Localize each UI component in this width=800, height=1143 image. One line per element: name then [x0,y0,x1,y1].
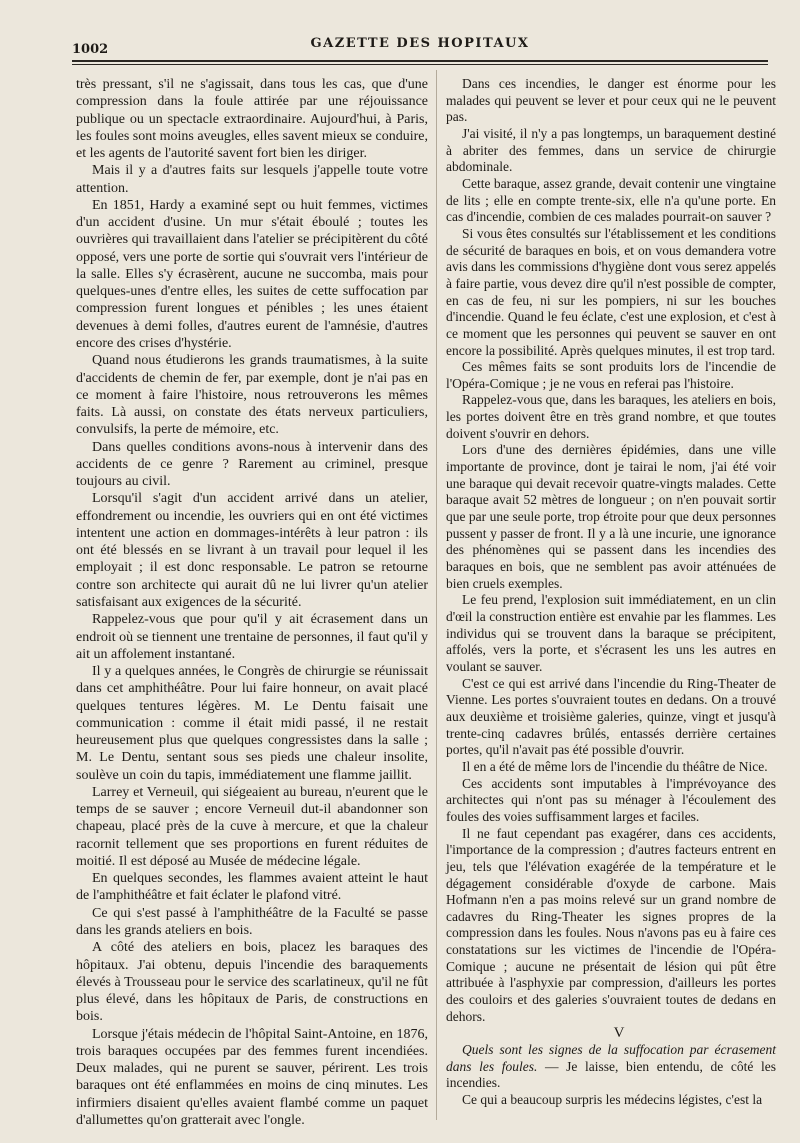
paragraph: Lorsqu'il s'agit d'un accident arrivé dans un atelier, effondrement ou incendie, les ouvriers qui en ont été victimes intentent une action en dommages-intérêts à leur patron : ils ont été blessés en se livrant à un travail pour lequel il les employait ; il est donc responsable. Le patron se retourne contre son architecte qui aurait dû ne lui livrer qu'un atelier satisfaisant aux exigences de la sécurité. [76,491,428,610]
column-divider [436,70,437,1120]
paragraph: Ces mêmes faits se sont produits lors de l'incendie de l'Opéra-Comique ; je ne vous en referai pas l'histoire. [446,359,776,391]
paragraph: Mais il y a d'autres faits sur lesquels j'appelle toute votre attention. [76,163,428,196]
paragraph: Ce qui a beaucoup surpris les médecins légistes, c'est la [462,1092,763,1108]
paragraph: A côté des ateliers en bois, placez les baraques des hôpitaux. J'ai obtenu, depuis l'incendie des baraquements élevés à Trousseau pour le service des scarlatineux, qu'il ne fût plus élevé, dans les hôpitaux de Paris, de constructions en bois. [76,940,428,1025]
paragraph: très pressant, s'il ne s'agissait, dans tous les cas, que d'une compression dans la foule attirée par une réjouissance publique ou un spectacle extraordinaire. Aujourd'hui, à Paris, les foules sont moins aveugles, elles savent mieux se conduire, et les agents de l'autorité savent fort bien les diriger. [76,77,428,162]
paragraph: Quand nous étudierons les grands traumatismes, à la suite d'accidents de chemin de fer, par exemple, dont je n'ai pas en ce moment à faire l'histoire, nous retrouverons les mêmes faits. Là aussi, on constate des états nerveux particuliers, convulsifs, la perte de mémoire, etc. [76,353,428,438]
paragraph: Il ne faut cependant pas exagérer, dans ces accidents, l'importance de la compression ; d'autres facteurs entrent en jeu, tels que l'élévation exagérée de la température et le dégagement considérable d'oxyde de carbone. Mais Hofmann n'en a pas moins relevé sur un grand nombre de cadavres du Ring-Theater les signes propres de la compression dans les foules. Nous n'avons pas eu à faire ces constatations sur les victimes de l'incendie de l'Opéra-Comique ; aucune ne présentait de lésion qui pût être attribuée à l'asphyxie par compression, d'ailleurs les portes des couloirs et des galeries s'ouvraient toutes de dedans en dehors. [446,825,776,1024]
paragraph: Ce qui s'est passé à l'amphithéâtre de la Faculté se passe dans les grands ateliers en bois. [76,905,428,939]
header-rule-thick [72,60,768,62]
left-column [76,76,428,1129]
page-number: 1002 [72,42,109,57]
paragraph: Lorsque j'étais médecin de l'hôpital Saint-Antoine, en 1876, trois baraques occupées par des femmes furent incendiées. Deux malades, qui ne purent se sauver, périrent. Les trois baraques ont été enflammées en moins de cinq minutes. Les infirmiers disaient qu'elles avaient flambé comme un paquet d'allumettes qu'on gratterait avec l'ongle. [76,1026,428,1128]
paragraph: Cette baraque, assez grande, devait contenir une vingtaine de lits ; elle en compte trente-six, elle n'a qu'une porte. En cas d'incendie, combien de ces malades pourrait-on sauver ? [446,175,776,225]
paragraph: Dans quelles conditions avons-nous à intervenir dans des accidents de ce genre ? Rarement au criminel, presque toujours au civil. [76,439,428,490]
paragraph: Le feu prend, l'explosion suit immédiatement, en un clin d'œil la construction entière est envahie par les flammes. Les individus qui se trouvent dans la baraque se précipitent, affolés, vers la porte, et s'écrasent les uns les autres en voulant se sauver. [446,592,776,674]
header-rule-thin [72,64,768,65]
paragraph: Lors d'une des dernières épidémies, dans une ville importante de province, dont je tairai le nom, j'ai été voir une baraque qui devait recevoir quatre-vingts malades. Cette baraque avait 52 mètres de longueur ; on n'en pouvait sortir que par une seule porte, trop étroite pour que deux personnes pussent y passer de front. Il y a là une incurie, une ignorance des phénomènes qui se passent dans les incendies des baraques en bois, que ne semblent pas avoir atténuées de bien cruels exemples. [446,442,776,591]
paragraph: C'est ce qui est arrivé dans l'incendie du Ring-Theater de Vienne. Les portes s'ouvraient toutes en dedans. On a trouvé aux deuxième et troisième galeries, quinze, vingt et jusqu'à trente-cinq cadavres brûlés, entassés derrière certaines portes, qu'il n'avait pas été possible d'ouvrir. [446,675,776,758]
paragraph: Larrey et Verneuil, qui siégeaient au bureau, n'eurent que le temps de se sauver ; encore Verneuil dut-il abandonner son chapeau, placé près de la cuve à mercure, et que la chaleur racornit tellement que ses proportions en furent réduites de moitié. Il est déposé au Musée de médecine légale. [76,784,428,869]
section-heading [446,1042,776,1092]
paragraph: J'ai visité, il n'y a pas longtemps, un baraquement destiné à abriter des femmes, dans un service de chirurgie abdominale. [446,125,776,175]
paragraph: En 1851, Hardy a examiné sept ou huit femmes, victimes d'un accident d'usine. Un mur s'était éboulé ; toutes les ouvrières qui travaillaient dans l'atelier se précipitèrent du côté opposé, vers une porte de sortie qui s'ouvrait vers l'intérieur de la salle. Elles s'y écrasèrent, aucune ne succomba, mais pour quelques-unes d'entre elles, les suites de cette suffocation par compression furent longues et pénibles ; les unes étaient devenues à demi folles, d'autres eurent de l'amnésie, d'autres encore des crises d'hystérie. [76,197,428,351]
paragraph: Ces accidents sont imputables à l'imprévoyance des architectes qui n'ont pas su ménager à l'écoulement des foules des voies suffisamment larges et faciles. [446,775,776,824]
paragraph: Il y a quelques années, le Congrès de chirurgie se réunissait dans cet amphithéâtre. Pour lui faire honneur, on avait placé quelques tentures légères. M. Le Dentu faisait une communication : comme il était midi passé, il ne restait heureusement plus que quelques congressistes dans la salle ; M. Le Dentu, sentant sous ses pieds une chaleur insolite, soulève un coin du tapis, immédiatement une flamme jaillit. [76,664,428,783]
paragraph: Il en a été de même lors de l'incendie du théâtre de Nice. [462,758,768,774]
right-column [446,76,776,1109]
page-header [72,36,768,56]
paragraph: Rappelez-vous que, dans les baraques, les ateliers en bois, les portes doivent être en très grand nombre, et que toutes doivent s'ouvrir en dehors. [446,392,776,441]
paragraph: Dans ces incendies, le danger est énorme pour les malades qui peuvent se lever et pour ceux qui ne le peuvent pas. [446,76,776,125]
paragraph: Si vous êtes consultés sur l'établissement et les conditions de sécurité de baraques en bois, et on vous demandera votre avis dans les commissions d'hygiène dont vous serez appelés à faire partie, vous devez dire qu'il n'est possible de compter, en cas de feu, ni sur les pompiers, ni sur les bouches d'incendie. Quand le feu éclate, c'est une explosion, et c'est à ce moment que les personnes qui peuvent se sauver en ont encore la possibilité. Après quelques minutes, il est trop tard. [446,225,776,358]
section-numeral: V [613,1025,625,1042]
section-heading-italic: Quels sont les signes de la suffocation par écrasement dans les foules. [446,1042,776,1074]
paragraph: En quelques secondes, les flammes avaient atteint le haut de l'amphithéâtre et fait éclater le plafond vitré. [76,871,428,904]
paragraph: Rappelez-vous que pour qu'il y ait écrasement dans un endroit où se tiennent une trentaine de personnes, il faut qu'il y ait un affolement instantané. [76,612,428,662]
section-heading-rest: — Je laisse, bien entendu, de côté les incendies. [446,1058,776,1091]
journal-title: GAZETTE DES HOPITAUX [310,36,530,51]
